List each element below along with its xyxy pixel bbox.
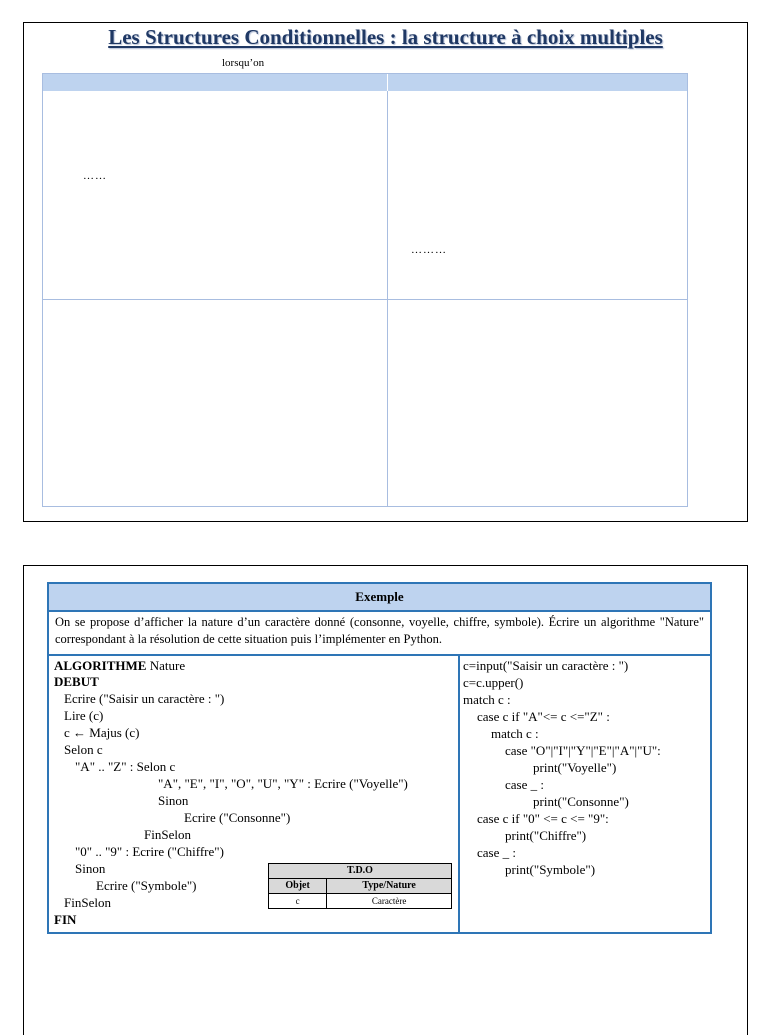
python-line: print("Chiffre"): [505, 828, 587, 843]
algorithm-line: Ecrire ("Consonne"): [184, 810, 291, 825]
document-title: Les Structures Conditionnelles : la structure à choix multiples: [108, 25, 663, 49]
python-line: match c :: [463, 692, 511, 707]
algorithm-line: "A" .. "Z" : Selon c: [75, 759, 176, 774]
python-line: case c if "A"<= c <="Z" :: [477, 709, 610, 724]
python-line: print("Voyelle"): [533, 760, 617, 775]
tdo-cell-objet: c: [269, 894, 327, 909]
tdo-column-objet: Objet: [269, 879, 327, 894]
python-line: print("Consonne"): [533, 794, 629, 809]
python-line: c=c.upper(): [463, 675, 524, 690]
grid-header-row: [43, 74, 687, 91]
python-line: case _ :: [505, 777, 544, 792]
python-line: case c if "0" <= c <= "9":: [477, 811, 609, 826]
tdo-title: T.D.O: [269, 864, 452, 879]
grid-header-divider: [387, 74, 388, 91]
algorithm-name: Nature: [146, 658, 186, 673]
keyword-fin: FIN: [54, 912, 77, 927]
algorithm-line: Selon c: [64, 742, 103, 757]
structure-grid-table: [42, 73, 688, 507]
tdo-column-type: Type/Nature: [327, 879, 452, 894]
algorithm-line: Sinon: [75, 861, 106, 876]
algorithm-line: "A", "E", "I", "O", "U", "Y" : Ecrire ("Voyelle"): [158, 776, 408, 791]
algorithm-line: Sinon: [158, 793, 189, 808]
page-section-structures: [23, 22, 748, 522]
algorithm-line: Lire (c): [64, 708, 104, 723]
tdo-table: [268, 863, 452, 909]
python-line: case _ :: [477, 845, 516, 860]
grid-cell-dots-left: ……: [83, 170, 107, 182]
algorithm-line: FinSelon: [144, 827, 191, 842]
python-line: print("Symbole"): [505, 862, 596, 877]
grid-horizontal-divider: [43, 299, 687, 300]
algorithm-line: Ecrire ("Saisir un caractère : "): [64, 691, 225, 706]
example-column-divider: [458, 654, 460, 932]
algorithm-line: Ecrire ("Symbole"): [96, 878, 197, 893]
keyword-debut: DEBUT: [54, 674, 99, 689]
subnote-text: lorsqu’on: [222, 57, 265, 69]
algorithm-line: "0" .. "9" : Ecrire ("Chiffre"): [75, 844, 224, 859]
tdo-cell-type: Caractère: [327, 894, 452, 909]
example-divider: [49, 654, 710, 656]
algorithm-line: FinSelon: [64, 895, 111, 910]
algorithm-line: c ← Majus (c): [64, 725, 140, 740]
grid-cell-dots-right: ………: [411, 244, 447, 256]
python-line: case "O"|"I"|"Y"|"E"|"A"|"U":: [505, 743, 661, 758]
example-frame: [47, 582, 712, 934]
keyword-algorithme: ALGORITHME: [54, 658, 147, 673]
page-section-example: [23, 565, 748, 1035]
python-line: match c :: [491, 726, 539, 741]
example-intro: On se propose d’afficher la nature d’un caractère donné (consonne, voyelle, chiffre, symbole). Écrire un algorithme "Nature" correspondant à la résolution de cette situation puis l’implémenter en Python.: [55, 615, 704, 646]
python-line: c=input("Saisir un caractère : "): [463, 658, 629, 673]
algorithm-title-line: [54, 658, 185, 674]
example-header: Exemple: [49, 584, 710, 612]
